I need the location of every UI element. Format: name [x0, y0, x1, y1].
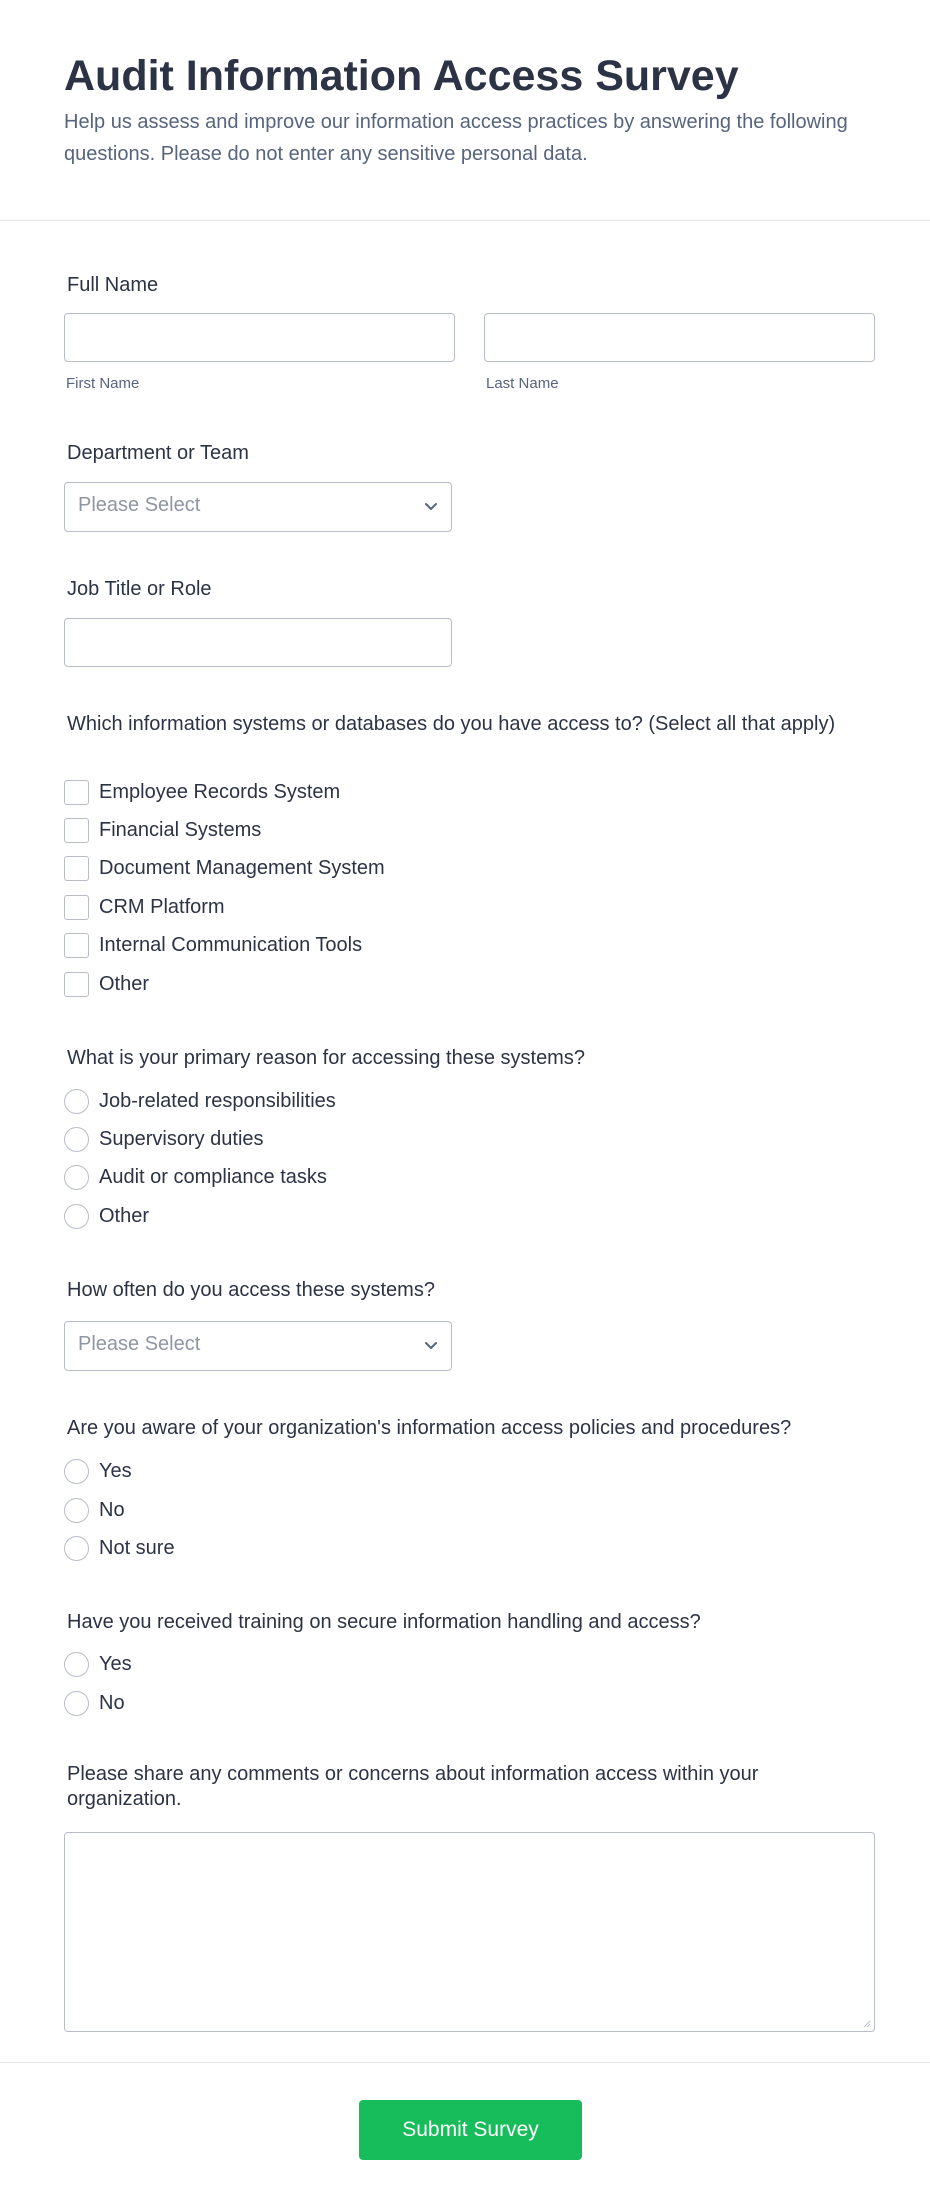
- survey-form: [0, 222, 930, 2062]
- radio-button[interactable]: [64, 1127, 89, 1152]
- checkbox-option[interactable]: [64, 894, 225, 920]
- training-label: Have you received training on secure information handling and access?: [67, 1611, 701, 1633]
- checkbox-label: Financial Systems: [99, 818, 262, 841]
- radio-option[interactable]: [64, 1651, 132, 1677]
- radio-label: No: [99, 1498, 125, 1521]
- checkbox-option[interactable]: [64, 817, 261, 843]
- radio-button[interactable]: [64, 1165, 89, 1190]
- last-name-input[interactable]: [484, 313, 875, 362]
- radio-button[interactable]: [64, 1498, 89, 1523]
- submit-button[interactable]: Submit Survey: [359, 2100, 582, 2160]
- policy-awareness-label: Are you aware of your organization's information access policies and procedures?: [67, 1417, 792, 1439]
- checkbox[interactable]: [64, 972, 89, 997]
- radio-option[interactable]: [64, 1458, 132, 1484]
- radio-option[interactable]: [64, 1690, 125, 1716]
- first-name-input[interactable]: [64, 313, 455, 362]
- checkbox-label: Internal Communication Tools: [99, 933, 363, 956]
- radio-option[interactable]: [64, 1203, 149, 1229]
- comments-label: Please share any comments or concerns about information access within your organization.: [67, 1763, 759, 1810]
- radio-button[interactable]: [64, 1691, 89, 1716]
- frequency-placeholder: Please Select: [78, 1333, 201, 1355]
- department-label: Department or Team: [67, 442, 249, 464]
- chevron-down-icon: [423, 1337, 439, 1353]
- first-name-sublabel: First Name: [66, 375, 140, 392]
- checkbox-label: Employee Records System: [99, 780, 341, 803]
- radio-label: Not sure: [99, 1536, 175, 1559]
- frequency-select[interactable]: [64, 1321, 452, 1371]
- form-header: [0, 0, 930, 221]
- resize-handle-icon[interactable]: [861, 2018, 871, 2028]
- reason-label: What is your primary reason for accessing these systems?: [67, 1047, 585, 1069]
- radio-label: Yes: [99, 1652, 132, 1675]
- radio-label: Supervisory duties: [99, 1127, 264, 1150]
- radio-button[interactable]: [64, 1652, 89, 1677]
- department-placeholder: Please Select: [78, 494, 201, 516]
- page-title: Audit Information Access Survey: [64, 52, 739, 100]
- checkbox-label: CRM Platform: [99, 895, 225, 918]
- frequency-label: How often do you access these systems?: [67, 1279, 435, 1301]
- radio-option[interactable]: [64, 1088, 336, 1114]
- radio-button[interactable]: [64, 1536, 89, 1561]
- checkbox[interactable]: [64, 895, 89, 920]
- footer-divider: [0, 2062, 930, 2063]
- job-title-label: Job Title or Role: [67, 578, 212, 600]
- checkbox-option[interactable]: [64, 855, 385, 881]
- radio-option[interactable]: [64, 1126, 264, 1152]
- job-title-input[interactable]: [64, 618, 452, 667]
- checkbox[interactable]: [64, 933, 89, 958]
- checkbox-option[interactable]: [64, 932, 362, 958]
- department-select[interactable]: [64, 482, 452, 532]
- checkbox[interactable]: [64, 780, 89, 805]
- radio-label: Yes: [99, 1459, 132, 1482]
- radio-option[interactable]: [64, 1535, 175, 1561]
- radio-label: Other: [99, 1204, 150, 1227]
- checkbox[interactable]: [64, 818, 89, 843]
- chevron-down-icon: [423, 498, 439, 514]
- last-name-sublabel: Last Name: [486, 375, 559, 392]
- radio-button[interactable]: [64, 1204, 89, 1229]
- comments-textarea[interactable]: [64, 1832, 875, 2032]
- radio-label: No: [99, 1691, 125, 1714]
- radio-option[interactable]: [64, 1164, 327, 1190]
- radio-button[interactable]: [64, 1459, 89, 1484]
- systems-label: Which information systems or databases do you have access to? (Select all that apply): [67, 713, 836, 735]
- checkbox[interactable]: [64, 856, 89, 881]
- page-subtitle: Help us assess and improve our information access practices by answering the following questions. Please do not enter any sensitive personal data.: [64, 111, 848, 165]
- checkbox-option[interactable]: [64, 779, 340, 805]
- checkbox-label: Other: [99, 972, 150, 995]
- radio-label: Job-related responsibilities: [99, 1089, 336, 1112]
- radio-option[interactable]: [64, 1497, 125, 1523]
- full-name-label: Full Name: [67, 274, 159, 296]
- checkbox-label: Document Management System: [99, 856, 385, 879]
- radio-button[interactable]: [64, 1089, 89, 1114]
- checkbox-option[interactable]: [64, 971, 149, 997]
- radio-label: Audit or compliance tasks: [99, 1165, 327, 1188]
